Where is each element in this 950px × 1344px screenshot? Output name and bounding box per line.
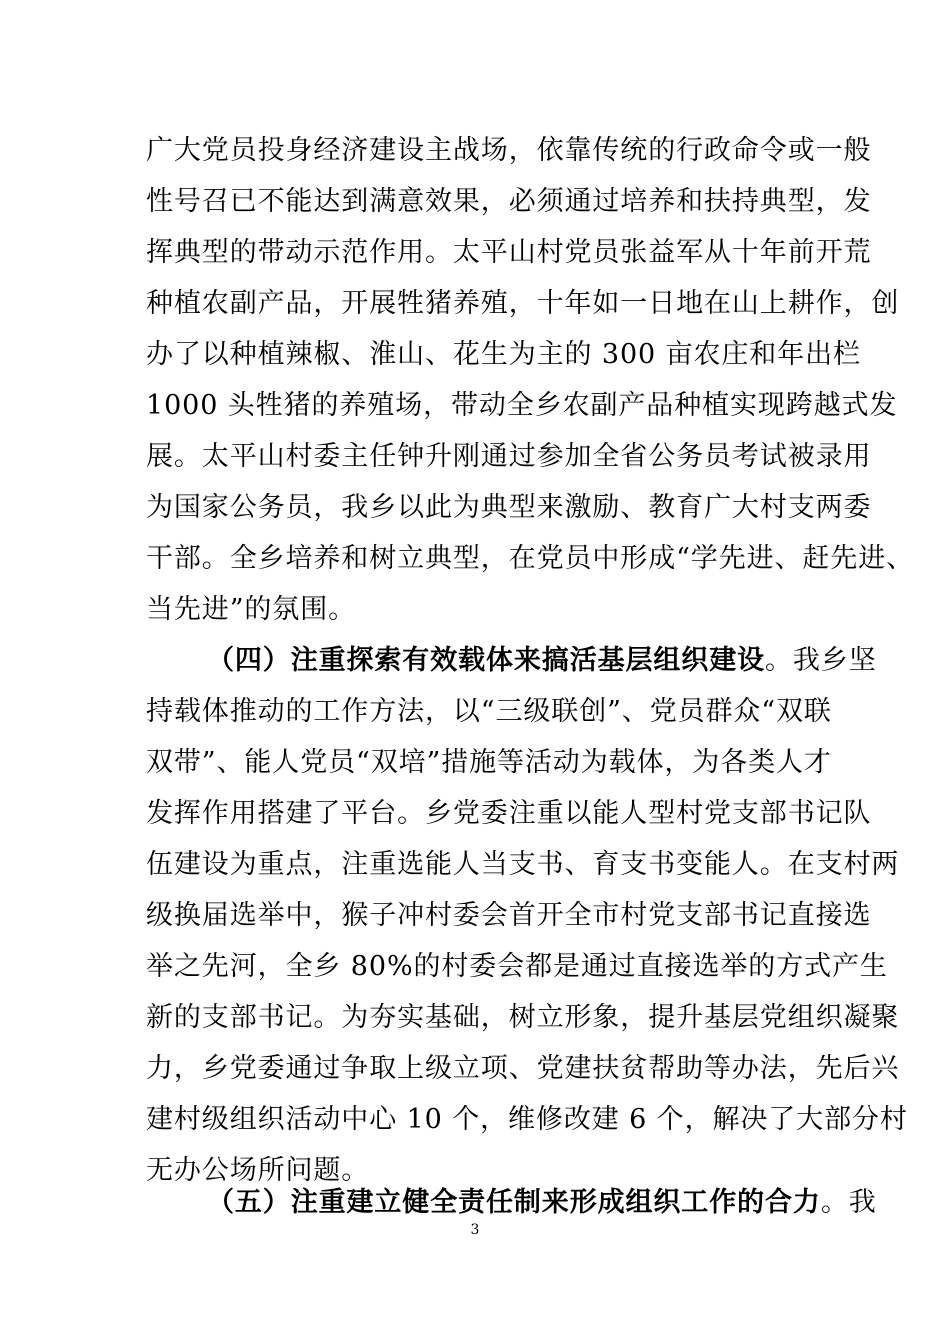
body-text-line: 力，乡党委通过争取上级立项、党建扶贫帮助等办法，先后兴 <box>146 1053 900 1084</box>
body-text-line: 性号召已不能达到满意效果，必须通过培养和扶持典型，发 <box>146 186 872 217</box>
body-text-line: 为国家公务员，我乡以此为典型来激励、教育广大村支两委 <box>146 492 872 523</box>
body-text-line: 级换届选举中，猴子冲村委会首开全市村党支部书记直接选 <box>146 900 872 931</box>
body-text-line: 持载体推动的工作方法，以“三级联创”、党员群众“双联 <box>146 696 832 727</box>
body-text-line: 无办公场所问题。 <box>146 1155 370 1186</box>
body-text-line: 当先进”的氛围。 <box>146 594 357 625</box>
body-text-line: 种植农副产品，开展牲猪养殖，十年如一日地在山上耕作，创 <box>146 288 900 319</box>
body-text-line: 举之先河，全乡 80%的村委会都是通过直接选举的方式产生 <box>146 951 888 982</box>
body-text-line: 展。太平山村委主任钟升刚通过参加全省公务员考试被录用 <box>146 441 872 472</box>
section-4-text: 。我乡坚 <box>765 645 877 676</box>
body-text-line: 挥典型的带动示范作用。太平山村党员张益军从十年前开荒 <box>146 237 872 268</box>
body-text-line: 建村级组织活动中心 10 个，维修改建 6 个，解决了大部分村 <box>146 1104 908 1135</box>
body-text-line: 办了以种植辣椒、淮山、花生为主的 300 亩农庄和年出栏 <box>146 339 861 370</box>
body-text-line: 发挥作用搭建了平台。乡党委注重以能人型村党支部书记队 <box>146 798 872 829</box>
body-text-line: 1000 头牲猪的养殖场，带动全乡农副产品种植实现跨越式发 <box>146 390 898 421</box>
section-5-heading: （五）注重建立健全责任制来形成组织工作的合力 <box>207 1187 821 1218</box>
body-text-line: 双带”、能人党员“双培”措施等活动为载体，为各类人才 <box>146 747 832 778</box>
section-4-heading: （四）注重探索有效载体来搞活基层组织建设 <box>207 645 765 676</box>
section-5-first-line <box>207 1186 877 1220</box>
body-text-line: 干部。全乡培养和树立典型，在党员中形成“学先进、赶先进、 <box>146 543 915 574</box>
page-number: 3 <box>470 1222 480 1238</box>
body-text-line: 广大党员投身经济建设主战场，依靠传统的行政命令或一般 <box>146 135 872 166</box>
body-text-line: 伍建设为重点，注重选能人当支书、育支书变能人。在支村两 <box>146 849 900 880</box>
section-4-first-line <box>207 644 877 678</box>
section-5-text: 。我 <box>820 1187 877 1218</box>
body-text-line: 新的支部书记。为夯实基础，树立形象，提升基层党组织凝聚 <box>146 1002 900 1033</box>
